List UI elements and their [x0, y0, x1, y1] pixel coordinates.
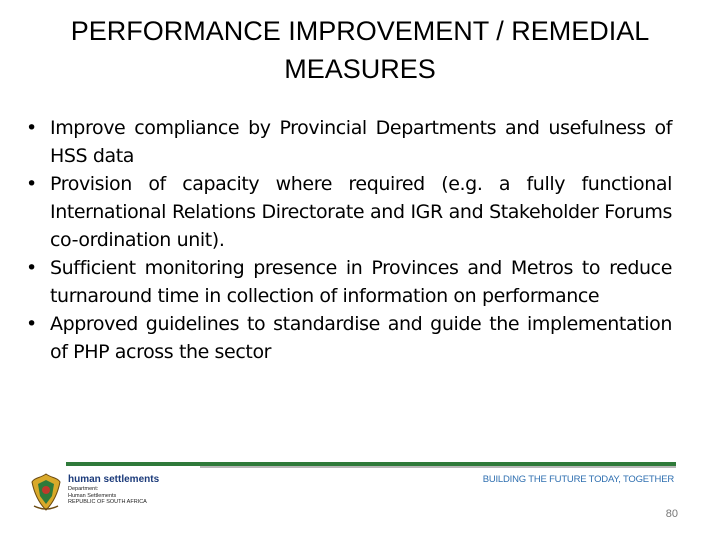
bullet-item: [24, 254, 672, 310]
slide-title: [40, 12, 680, 88]
coat-of-arms-icon: [28, 472, 64, 512]
bullet-dot: •: [26, 173, 37, 195]
bullet-dot: •: [26, 117, 37, 139]
bullet-text: Improve compliance by Provincial Departments and usefulness of HSS data: [50, 117, 672, 167]
brand-block: [68, 474, 159, 506]
page-number: 80: [665, 508, 678, 520]
bullet-list: [24, 114, 672, 366]
footer-divider-grey: [200, 466, 676, 468]
dept-line: Human Settlements: [68, 492, 117, 499]
bullet-item: [24, 114, 672, 170]
department-logo: [28, 472, 188, 516]
bullet-text: Approved guidelines to standardise and guide the implementation of PHP across the sector: [50, 313, 672, 363]
bullet-text: Provision of capacity where required (e.g. a fully functional International Relations Directorate and IGR and Stakeholder Forums co-ordination unit).: [50, 173, 672, 251]
bullet-dot: •: [26, 313, 37, 335]
footer-tagline: BUILDING THE FUTURE TODAY, TOGETHER: [482, 474, 674, 485]
bullet-text: Sufficient monitoring presence in Provinces and Metros to reduce turnaround time in collection of information on performance: [50, 257, 672, 307]
dept-line: Department:: [68, 486, 99, 492]
bullet-item: [24, 170, 672, 254]
bullet-dot: •: [26, 257, 37, 279]
dept-line: REPUBLIC OF SOUTH AFRICA: [68, 499, 147, 505]
slide-title-line-1: PERFORMANCE IMPROVEMENT / REMEDIAL: [70, 16, 650, 46]
bullet-item: [24, 310, 672, 366]
brand-name: human settlements: [68, 474, 160, 485]
slide-title-line-2: MEASURES: [284, 54, 436, 84]
